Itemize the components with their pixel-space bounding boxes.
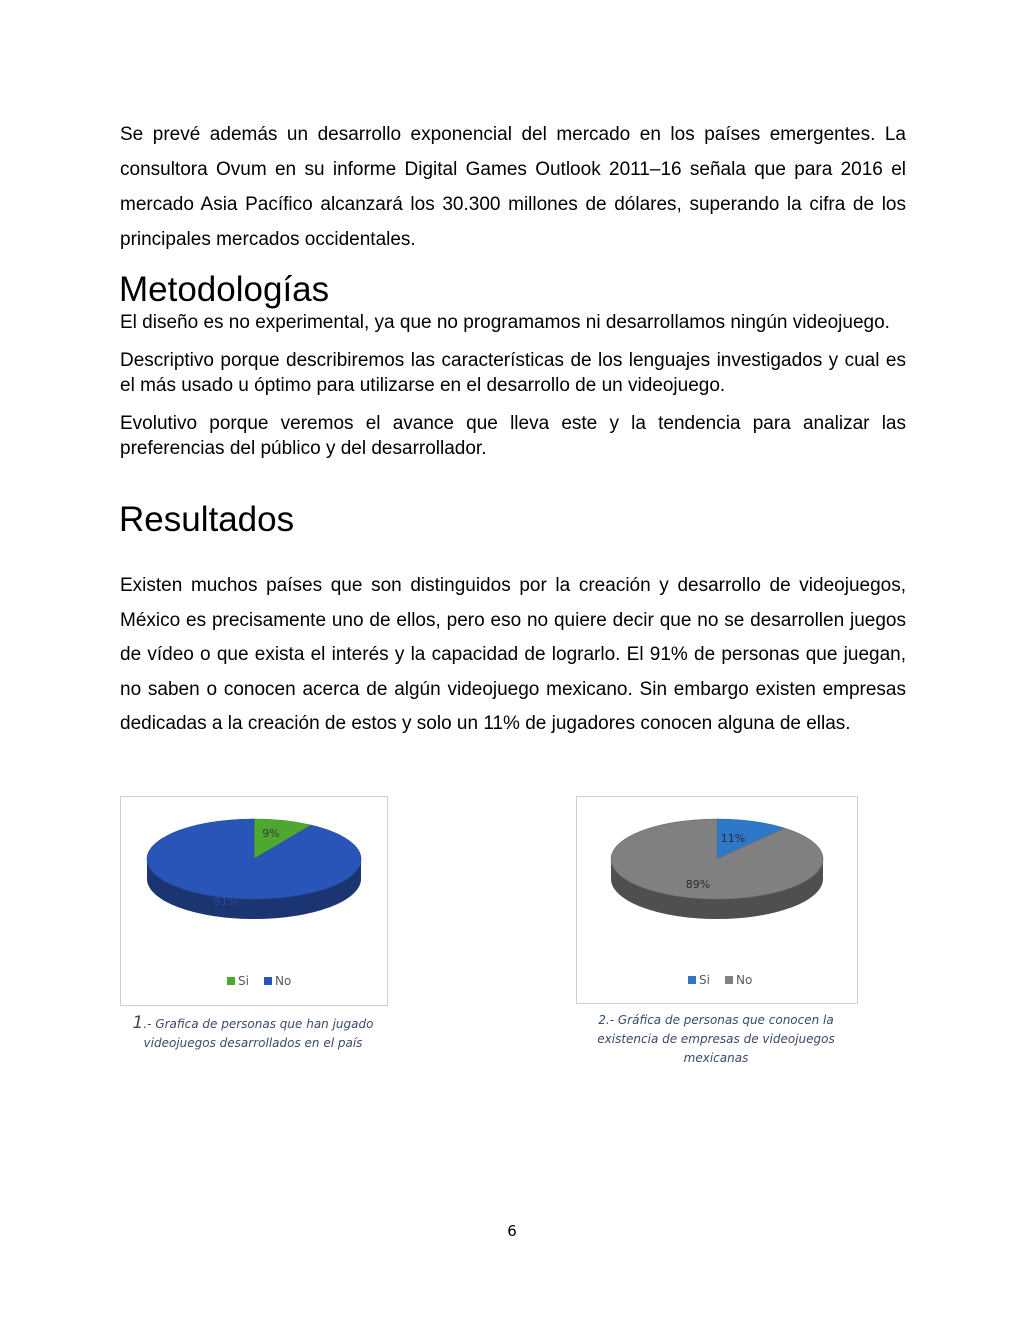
heading-methodologies: Metodologías xyxy=(119,270,330,309)
legend-swatch-no xyxy=(264,977,272,985)
heading-results: Resultados xyxy=(119,500,295,539)
legend-label-no: No xyxy=(275,974,292,988)
data-label-si: 11% xyxy=(720,832,746,845)
caption-text: 2.- Gráfica de personas que conocen la existencia de empresas de videojuegos mexicanas xyxy=(597,1013,835,1065)
chart-played-mexican-games xyxy=(120,796,388,1006)
caption-chart-1 xyxy=(120,1014,386,1053)
caption-number: 1 xyxy=(132,1013,144,1033)
methodology-paragraph: Descriptivo porque describiremos las características de los lenguajes investigados y cual es el más usado u óptimo para utilizarse en el desarrollo de un videojuego. xyxy=(120,350,906,396)
methodologies-section xyxy=(120,310,906,474)
legend-label-si: Si xyxy=(238,974,249,988)
caption-text: .- Grafica de personas que han jugado videojuegos desarrollados en el país xyxy=(143,1017,374,1050)
chart-legend xyxy=(227,974,291,988)
legend-swatch-no xyxy=(725,976,733,984)
pie-chart-1 xyxy=(121,797,387,1005)
data-label-no: 91% xyxy=(213,895,239,908)
results-paragraph: Existen muchos países que son distinguidos por la creación y desarrollo de videojuegos, México es precisamente uno de ellos, pero eso no quiere decir que no se desarrollen juegos de vídeo o que exista el interés y la capacidad de lograrlo. El 91% de personas que juegan, no saben o conocen acerca de algún videojuego mexicano. Sin embargo existen empresas dedicadas a la creación de estos y solo un 11% de jugadores conocen alguna de ellas. xyxy=(120,575,906,734)
pie-chart-2 xyxy=(577,797,857,1003)
methodology-paragraph: Evolutivo porque veremos el avance que lleva este y la tendencia para analizar las preferencias del público y del desarrollador. xyxy=(120,413,906,459)
methodology-paragraph: El diseño es no experimental, ya que no programamos ni desarrollamos ningún videojuego. xyxy=(120,312,890,333)
page-number: 6 xyxy=(507,1222,517,1240)
chart-legend xyxy=(688,973,752,987)
pie-slice-no xyxy=(147,819,361,899)
data-label-no: 89% xyxy=(685,878,711,891)
legend-swatch-si xyxy=(227,977,235,985)
legend-swatch-si xyxy=(688,976,696,984)
pie-slice-no xyxy=(611,819,823,899)
caption-chart-2 xyxy=(580,1011,852,1068)
intro-paragraph: Se prevé además un desarrollo exponencial del mercado en los países emergentes. La consultora Ovum en su informe Digital Games Outlook 2011–16 señala que para 2016 el mercado Asia Pacífico alcanzará los 30.300 millones de dólares, superando la cifra de los principales mercados occidentales. xyxy=(120,124,906,250)
chart-know-mexican-companies xyxy=(576,796,858,1004)
data-label-si: 9% xyxy=(262,827,280,840)
legend-label-no: No xyxy=(736,973,753,987)
legend-label-si: Si xyxy=(699,973,710,987)
